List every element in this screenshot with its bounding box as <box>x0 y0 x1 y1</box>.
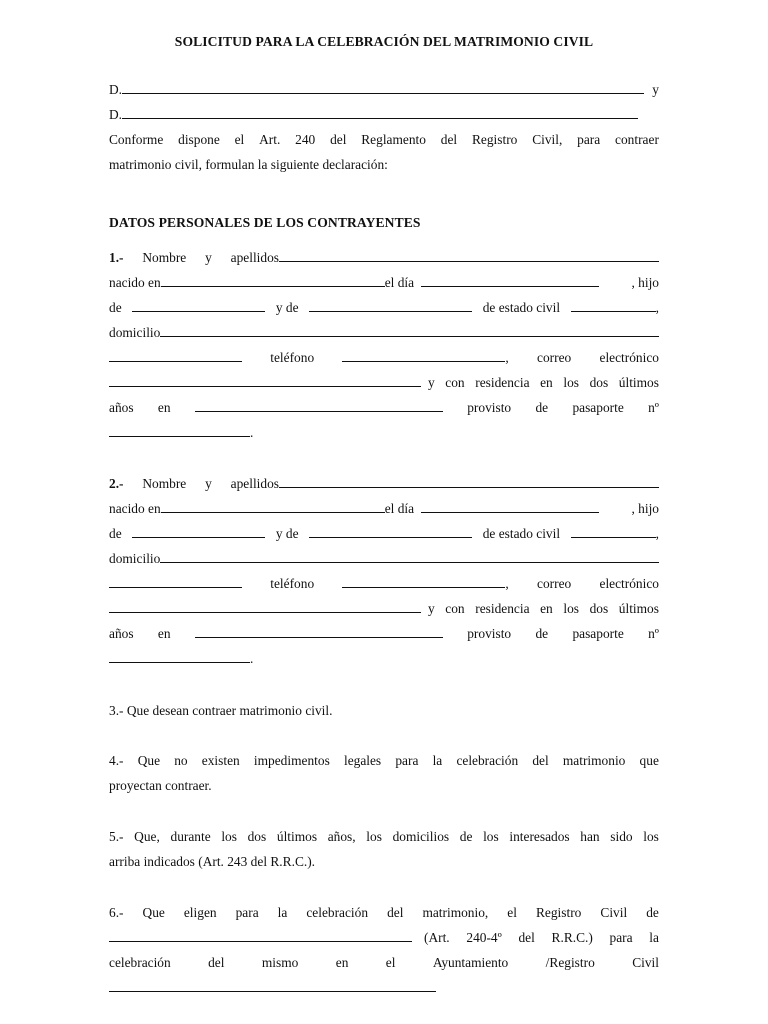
c1-residencia-field[interactable] <box>195 400 443 412</box>
period: . <box>250 651 254 666</box>
clause-word: matrimonio, <box>422 905 489 920</box>
residencia-word: los <box>563 601 579 616</box>
c2-residencia-line <box>109 601 659 617</box>
residencia-word: últimos <box>618 601 659 616</box>
label-nombre: Nombre <box>142 250 187 265</box>
clause-word: no <box>174 753 188 768</box>
c2-domicilio-cont-field[interactable] <box>109 576 242 588</box>
clause-word: R.R.C.) <box>551 930 593 945</box>
clause-word: Civil <box>632 955 659 970</box>
residencia-word: últimos <box>618 375 659 390</box>
clause-3: 3.- Que desean contraer matrimonio civil. <box>109 703 333 718</box>
clause-6-line-1 <box>109 905 659 921</box>
intro-word: dispone <box>178 132 220 147</box>
intro-word: para <box>577 132 601 147</box>
label-electronico: electrónico <box>599 350 659 365</box>
clause-word: celebración <box>306 905 369 920</box>
intro-word: el <box>234 132 245 147</box>
label-el-dia: el día <box>384 275 415 290</box>
label-de: de <box>109 300 122 315</box>
clause-word: 240-4º <box>466 930 502 945</box>
clause-word: los <box>366 829 382 844</box>
label-anos: años <box>109 626 134 641</box>
clause-word: del <box>532 753 549 768</box>
clause-word: (Art. <box>424 930 450 945</box>
clause-word: legales <box>343 753 382 768</box>
clause-word: en <box>335 955 349 970</box>
residencia-word: con <box>445 375 465 390</box>
residencia-word: y <box>428 601 435 616</box>
period: . <box>250 425 254 440</box>
c1-nombre-field[interactable] <box>279 250 659 262</box>
clause-word: el <box>385 955 396 970</box>
intro-line-1 <box>109 132 659 148</box>
clause-word: de <box>459 829 473 844</box>
c2-padre-field[interactable] <box>132 526 265 538</box>
clause-word: Ayuntamiento <box>432 955 509 970</box>
label-telefono: teléfono <box>270 576 315 591</box>
clause-word: la <box>277 905 288 920</box>
page-title: SOLICITUD PARA LA CELEBRACIÓN DEL MATRIMONIO CIVIL <box>174 34 594 49</box>
c1-pasaporte-field[interactable] <box>109 425 250 437</box>
clause-4-line-1 <box>109 753 659 769</box>
clause-word: que <box>639 753 659 768</box>
comma: , <box>505 350 509 365</box>
c1-madre-field[interactable] <box>309 300 472 312</box>
clause-word: del <box>518 930 535 945</box>
c2-contacto-line <box>109 576 659 592</box>
clause-5-line-2: arriba indicados (Art. 243 del R.R.C.). <box>109 854 316 869</box>
clause-word: Registro <box>535 905 582 920</box>
clause-word: impedimentos <box>253 753 330 768</box>
c1-telefono-field[interactable] <box>342 350 505 362</box>
clause-word: Que <box>142 905 165 920</box>
residencia-word: en <box>540 375 553 390</box>
c1-padre-field[interactable] <box>132 300 265 312</box>
c2-nacido-line <box>109 501 659 517</box>
c1-pasaporte-num-line <box>109 425 659 441</box>
label-en: en <box>157 400 171 415</box>
comma: , <box>505 576 509 591</box>
c1-residencia-line <box>109 375 659 391</box>
d-prefix: D. <box>109 107 123 122</box>
label-y: y <box>205 250 212 265</box>
intro-word: Registro <box>471 132 518 147</box>
party-line-1 <box>109 82 659 98</box>
residencia-word: en <box>540 601 553 616</box>
clause-word: para <box>609 930 633 945</box>
c2-pasaporte-line <box>109 626 659 642</box>
c2-domicilio-field[interactable] <box>160 551 659 563</box>
clause-5-line-1 <box>109 829 659 845</box>
intro-line-2: matrimonio civil, formulan la siguiente declaración: <box>109 157 388 172</box>
clause-word: celebración <box>456 753 519 768</box>
clause-word: matrimonio <box>562 753 626 768</box>
c2-number: 2.- <box>109 476 124 491</box>
clause-word: interesados <box>509 829 570 844</box>
label-apellidos: apellidos <box>230 476 279 491</box>
c2-telefono-field[interactable] <box>342 576 505 588</box>
label-numero: nº <box>648 626 659 641</box>
c1-nacido-line <box>109 275 659 291</box>
clause-word: han <box>580 829 600 844</box>
residencia-word: con <box>445 601 465 616</box>
ayuntamiento-field[interactable] <box>109 980 436 992</box>
c2-nombre-line <box>109 476 659 492</box>
c2-nacido-field[interactable] <box>161 501 385 513</box>
label-electronico: electrónico <box>599 576 659 591</box>
c2-pasaporte-num-line <box>109 651 659 667</box>
residencia-word: y <box>428 375 435 390</box>
c2-pasaporte-field[interactable] <box>109 651 250 663</box>
clause-word: durante <box>170 829 211 844</box>
c1-domicilio-line <box>109 325 659 341</box>
clause-word: los <box>221 829 237 844</box>
c1-nacido-field[interactable] <box>161 275 385 287</box>
clause-word: para <box>235 905 259 920</box>
c2-residencia-field[interactable] <box>195 626 443 638</box>
label-en: en <box>157 626 171 641</box>
clause-word: Civil <box>600 905 628 920</box>
label-telefono: teléfono <box>270 350 315 365</box>
label-y-de: y de <box>275 300 299 315</box>
clause-word: los <box>643 829 659 844</box>
clause-word: últimos <box>276 829 318 844</box>
label-de: de <box>109 526 122 541</box>
c1-domicilio-field[interactable] <box>160 325 659 337</box>
intro-word: del <box>330 132 347 147</box>
c2-domicilio-line <box>109 551 659 567</box>
clause-word: la <box>649 930 659 945</box>
residencia-word: los <box>563 375 579 390</box>
clause-word: los <box>483 829 499 844</box>
clause-word: /Registro <box>545 955 595 970</box>
clause-6-line-3 <box>109 955 659 971</box>
label-correo: correo <box>537 350 572 365</box>
c2-correo-field[interactable] <box>109 601 421 613</box>
c1-nombre-line <box>109 250 659 266</box>
label-y: y <box>205 476 212 491</box>
clause-word: 4.- <box>109 753 124 768</box>
label-correo: correo <box>537 576 572 591</box>
c2-padres-line <box>109 526 659 542</box>
intro-word: 240 <box>295 132 316 147</box>
clause-word: 5.- <box>109 829 124 844</box>
c1-contacto-line <box>109 350 659 366</box>
label-domicilio: domicilio <box>109 551 161 566</box>
c1-pasaporte-line <box>109 400 659 416</box>
label-hijo: , hijo <box>631 275 659 290</box>
label-pasaporte: pasaporte <box>572 400 624 415</box>
label-numero: nº <box>648 400 659 415</box>
intro-word: Civil, <box>532 132 563 147</box>
clause-6-line-4 <box>109 980 659 992</box>
comma: , <box>655 526 659 541</box>
clause-word: la <box>432 753 443 768</box>
label-nacido-en: nacido en <box>109 501 161 516</box>
label-provisto: provisto <box>467 400 512 415</box>
clause-6-line-2 <box>109 930 659 946</box>
clause-word: celebración <box>109 955 171 970</box>
clause-word: domicilios <box>392 829 450 844</box>
label-el-dia: el día <box>384 501 415 516</box>
d-prefix: D. <box>109 82 123 97</box>
c1-domicilio-cont-field[interactable] <box>109 350 242 362</box>
c2-dia-field[interactable] <box>421 501 599 513</box>
c1-correo-field[interactable] <box>109 375 421 387</box>
c2-estado-civil-field[interactable] <box>571 526 656 538</box>
residencia-word: residencia <box>475 375 530 390</box>
label-de: de <box>535 626 549 641</box>
clause-word: 6.- <box>109 905 124 920</box>
intro-word: Reglamento <box>361 132 426 147</box>
label-nombre: Nombre <box>142 476 187 491</box>
clause-word: del <box>387 905 404 920</box>
c1-dia-field[interactable] <box>421 275 599 287</box>
label-nacido-en: nacido en <box>109 275 161 290</box>
registro-civil-field[interactable] <box>109 930 412 942</box>
clause-word: sido <box>610 829 633 844</box>
label-domicilio: domicilio <box>109 325 161 340</box>
clause-word: Que <box>137 753 161 768</box>
clause-4-line-2: proyectan contraer. <box>109 778 212 793</box>
clause-word: mismo <box>261 955 299 970</box>
party-2-blank[interactable] <box>122 107 638 119</box>
intro-word: del <box>440 132 458 147</box>
clause-word: dos <box>247 829 267 844</box>
party-line-2 <box>109 107 659 123</box>
clause-word: para <box>395 753 419 768</box>
label-estado-civil: de estado civil <box>482 526 561 541</box>
label-de: de <box>535 400 549 415</box>
clause-word: del <box>208 955 225 970</box>
intro-word: Conforme <box>109 132 164 147</box>
residencia-word: dos <box>589 601 609 616</box>
clause-word: de <box>646 905 659 920</box>
section-heading: DATOS PERSONALES DE LOS CONTRAYENTES <box>109 215 421 230</box>
label-pasaporte: pasaporte <box>572 626 624 641</box>
y-conjunction: y <box>652 82 659 97</box>
label-hijo: , hijo <box>631 501 659 516</box>
intro-word: contraer <box>615 132 659 147</box>
clause-word: existen <box>201 753 240 768</box>
c2-madre-field[interactable] <box>309 526 472 538</box>
label-estado-civil: de estado civil <box>482 300 561 315</box>
label-y-de: y de <box>275 526 299 541</box>
party-1-blank[interactable] <box>122 82 644 94</box>
c1-estado-civil-field[interactable] <box>571 300 656 312</box>
c2-nombre-field[interactable] <box>279 476 659 488</box>
c1-padres-line <box>109 300 659 316</box>
label-apellidos: apellidos <box>230 250 279 265</box>
label-provisto: provisto <box>467 626 512 641</box>
residencia-word: dos <box>589 375 609 390</box>
clause-word: años, <box>327 829 356 844</box>
residencia-word: residencia <box>475 601 530 616</box>
label-anos: años <box>109 400 134 415</box>
comma: , <box>655 300 659 315</box>
clause-word: el <box>507 905 517 920</box>
c1-number: 1.- <box>109 250 124 265</box>
intro-word: Art. <box>259 132 281 147</box>
clause-word: Que, <box>134 829 160 844</box>
clause-word: eligen <box>183 905 217 920</box>
